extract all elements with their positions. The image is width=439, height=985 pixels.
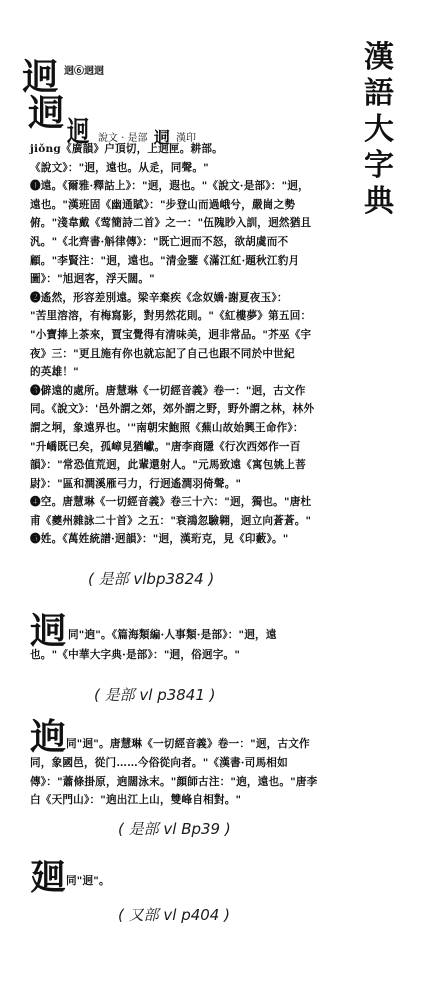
text-line: 白《天門山》："逈出江上山，雙峰自相對。" <box>30 794 242 807</box>
text-line: 同，象國邑，從门……今俗從向者。"《漢書·司馬相如 <box>30 757 288 769</box>
headword: 廻 <box>30 856 67 898</box>
text-line: ❷遙然，形容差別遠。梁辛棄疾《念奴嬌·謝夏夜玉》： <box>30 291 288 304</box>
headword-a: 迥 <box>22 56 59 98</box>
text-line: 尉》："區和澗溪雁弓力，行迥遙澗羽倚聲。" <box>30 477 242 490</box>
text-line: 顧。"李賢注："迥，遠也。"清金鑒《滿江紅·題秋江豹月 <box>30 254 300 267</box>
text-line: 韻》："常恐值荒迥，此輩還射人。"元馬致遠《寓包姚上菩 <box>30 459 306 472</box>
entry3-body-cont <box>30 754 365 810</box>
text-line: ❶遠。《爾雅·釋詁上》："迥，遐也。"《說文·是部》："迥， <box>30 180 309 193</box>
text-line: 同"逈"。《篇海類編·人事類·是部》："迵，遠 <box>68 629 277 641</box>
text-line: 謂之坰，象遠界也。'"南朝宋鮑照《蕪山故始興王命作》： <box>30 421 304 434</box>
entry3-body <box>66 735 366 754</box>
text-line: 夜》三："更且施有你也就忘記了自己也跟不同於中世紀 <box>30 347 295 360</box>
text-line: 汎。"《北齊書·斛律傳》："既亡迥而不怒，欲胡虞而不 <box>30 235 289 248</box>
form-glyph: 迵 <box>153 128 170 147</box>
title-char: 漢 <box>364 40 394 75</box>
form-label-chuobu: 是部 <box>127 133 148 144</box>
handwritten-note: ( 是部 vl p3841 ) <box>94 686 216 704</box>
headword: 迵 <box>30 610 67 652</box>
title-char: 字 <box>364 148 394 183</box>
text-line: ❺姓。《萬姓統譜·迥韻》："迥，漢珩克，見《印藪》。" <box>30 533 289 546</box>
title-char: 語 <box>364 76 394 111</box>
title-char: 典 <box>364 184 394 219</box>
headword-reference: 迥⑥迥迥 <box>64 66 104 77</box>
text-line: ❸僻遠的處所。唐慧琳《一切經音義》卷一："迥，古文作 <box>30 384 306 397</box>
text-line: 俯。"淺韋戴《莺簡詩二首》之一："伍隗眇入訓，迥然猶且 <box>30 217 312 230</box>
headword-b: 迵 <box>28 92 65 134</box>
text-line: 《說文》："迥，遠也。从辵，同聲。" <box>30 161 209 174</box>
entry4-body <box>66 872 266 891</box>
form-label-hanyin: 漢印 <box>175 133 196 144</box>
headword: 逈 <box>30 716 67 758</box>
page-title <box>362 40 396 220</box>
text-line: ❹空。唐慧琳《一切經音義》卷三十六："迥，獨也。"唐杜 <box>30 496 312 509</box>
text-line: 同"迥"。 <box>66 875 110 887</box>
entry2-body-cont <box>30 646 360 665</box>
entry1-body <box>30 140 358 549</box>
handwritten-note: ( 是部 vl Bp39 ) <box>118 820 231 838</box>
text-line: 圖》："旭迥客，浮天闊。" <box>30 273 155 286</box>
text-line: "苦里溶溶，有梅寫影，對男然花則。"《紅樓夢》第五回： <box>30 310 312 323</box>
text-line: "小寶捧上茶來，賈宝覺得有清味美，迥非常品。"芥巫《宇 <box>30 328 312 341</box>
text-line: 同。《說文》：'邑外謂之郊，郊外謂之野，野外謂之林，林外 <box>30 403 315 416</box>
text-line: 傳》："蕭條掛原，逈闊泳末。"顔師古注："逈，遠也。"唐李 <box>30 775 318 788</box>
text-line: 同"迥"。唐慧琳《一切經音義》卷一："迥，古文作 <box>66 738 310 750</box>
seal-script-glyph: 迥 <box>66 115 90 148</box>
text-line: "升嶠既已矣，孤嶂見猶巘。"唐李商隱《行次西郊作一百 <box>30 440 301 453</box>
text-line: 也。"《中華大字典·是部》："迵，俗迥字。" <box>30 649 241 661</box>
entry2-body <box>68 626 368 645</box>
title-char: 大 <box>364 112 394 147</box>
form-label-shuowen: 說文 <box>98 133 118 144</box>
text-line: 遠也。"漢班固《幽通賦》："步登山而過峨兮，嚴崗之勢 <box>30 198 296 211</box>
text-line: 甫《夔州雜詠二十首》之五："衰鴻忽驗翱，迥立向蒼蒼。" <box>30 514 312 527</box>
pinyin-line: jiǒng《廣韻》户頂切，上迥匣。耕部。 <box>30 143 223 155</box>
handwritten-note: ( 又部 vl p404 ) <box>118 906 230 924</box>
text-line: 的英雄！" <box>30 366 79 379</box>
handwritten-note: ( 是部 vlbp3824 ) <box>88 570 215 588</box>
form-separator: · <box>121 133 125 144</box>
